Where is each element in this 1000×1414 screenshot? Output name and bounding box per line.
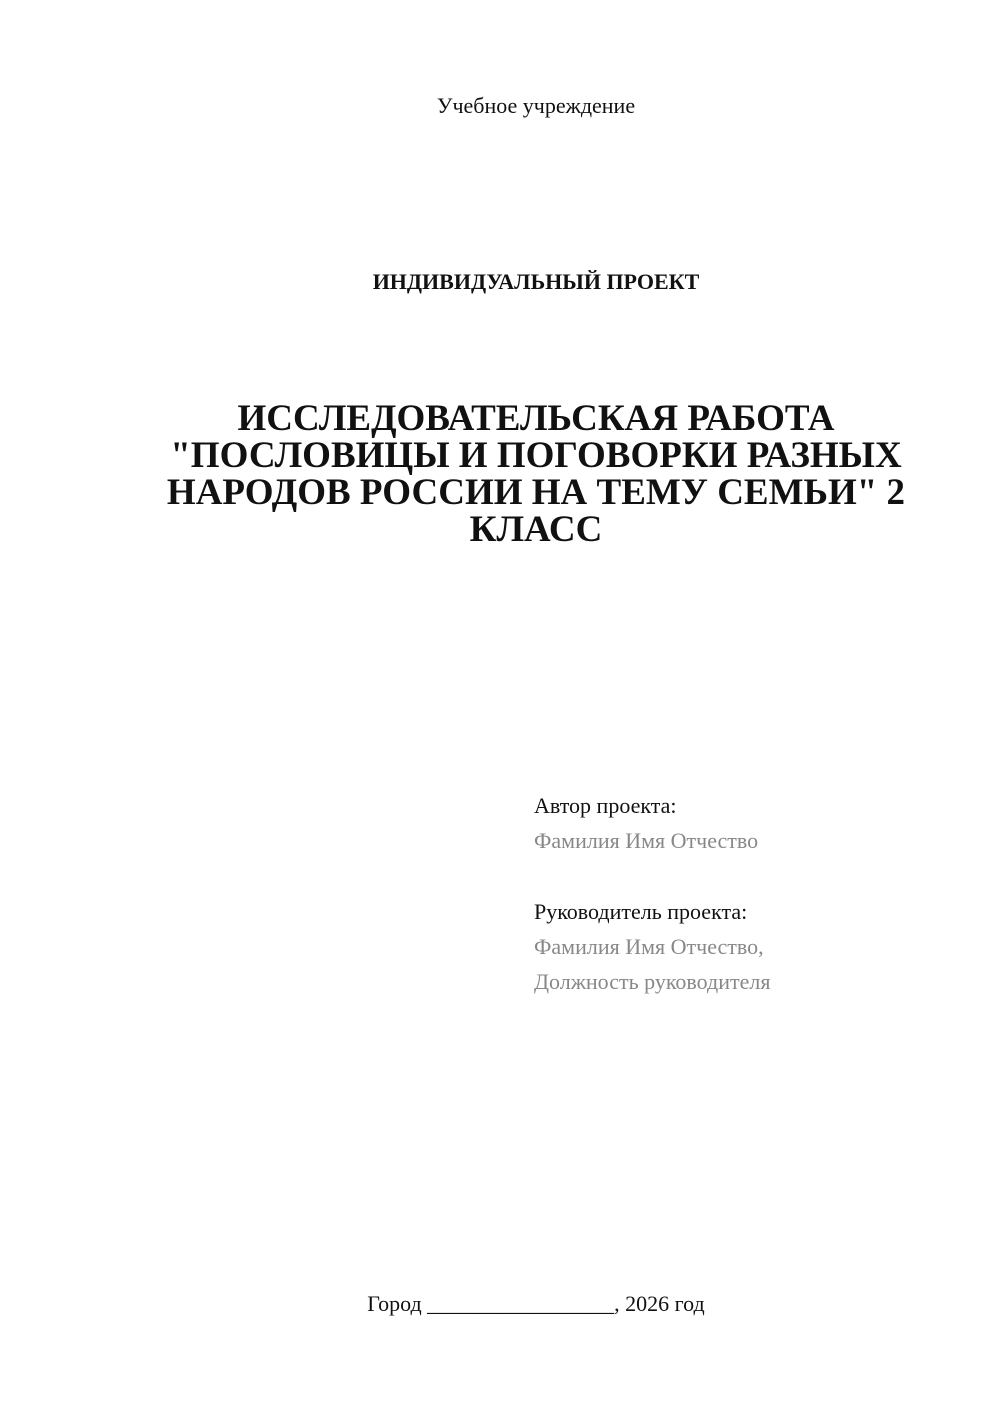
title-line-1: ИССЛЕДОВАТЕЛЬСКАЯ РАБОТА (237, 398, 835, 439)
title-line-3: НАРОДОВ РОССИИ НА ТЕМУ СЕМЬИ" 2 (166, 472, 906, 513)
author-name: Фамилия Имя Отчество (534, 828, 759, 853)
city-label: Город (367, 1291, 422, 1316)
title-line-2: "ПОСЛОВИЦЫ И ПОГОВОРКИ РАЗНЫХ (170, 435, 902, 476)
supervisor-label: Руководитель проекта: (534, 899, 748, 924)
supervisor-name: Фамилия Имя Отчество, (534, 934, 764, 959)
author-block (534, 788, 974, 858)
author-label: Автор проекта: (534, 793, 677, 818)
project-title (120, 400, 952, 548)
institution-name: Учебное учреждение (436, 93, 636, 118)
title-line-4: КЛАСС (469, 509, 603, 550)
supervisor-block (534, 894, 974, 999)
year-text: , 2026 год (614, 1291, 705, 1316)
project-type-heading: ИНДИВИДУАЛЬНЫЙ ПРОЕКТ (372, 269, 700, 294)
city-blank: _________________ (427, 1291, 615, 1316)
supervisor-position: Должность руководителя (534, 969, 771, 994)
city-year-line (0, 1290, 1000, 1318)
